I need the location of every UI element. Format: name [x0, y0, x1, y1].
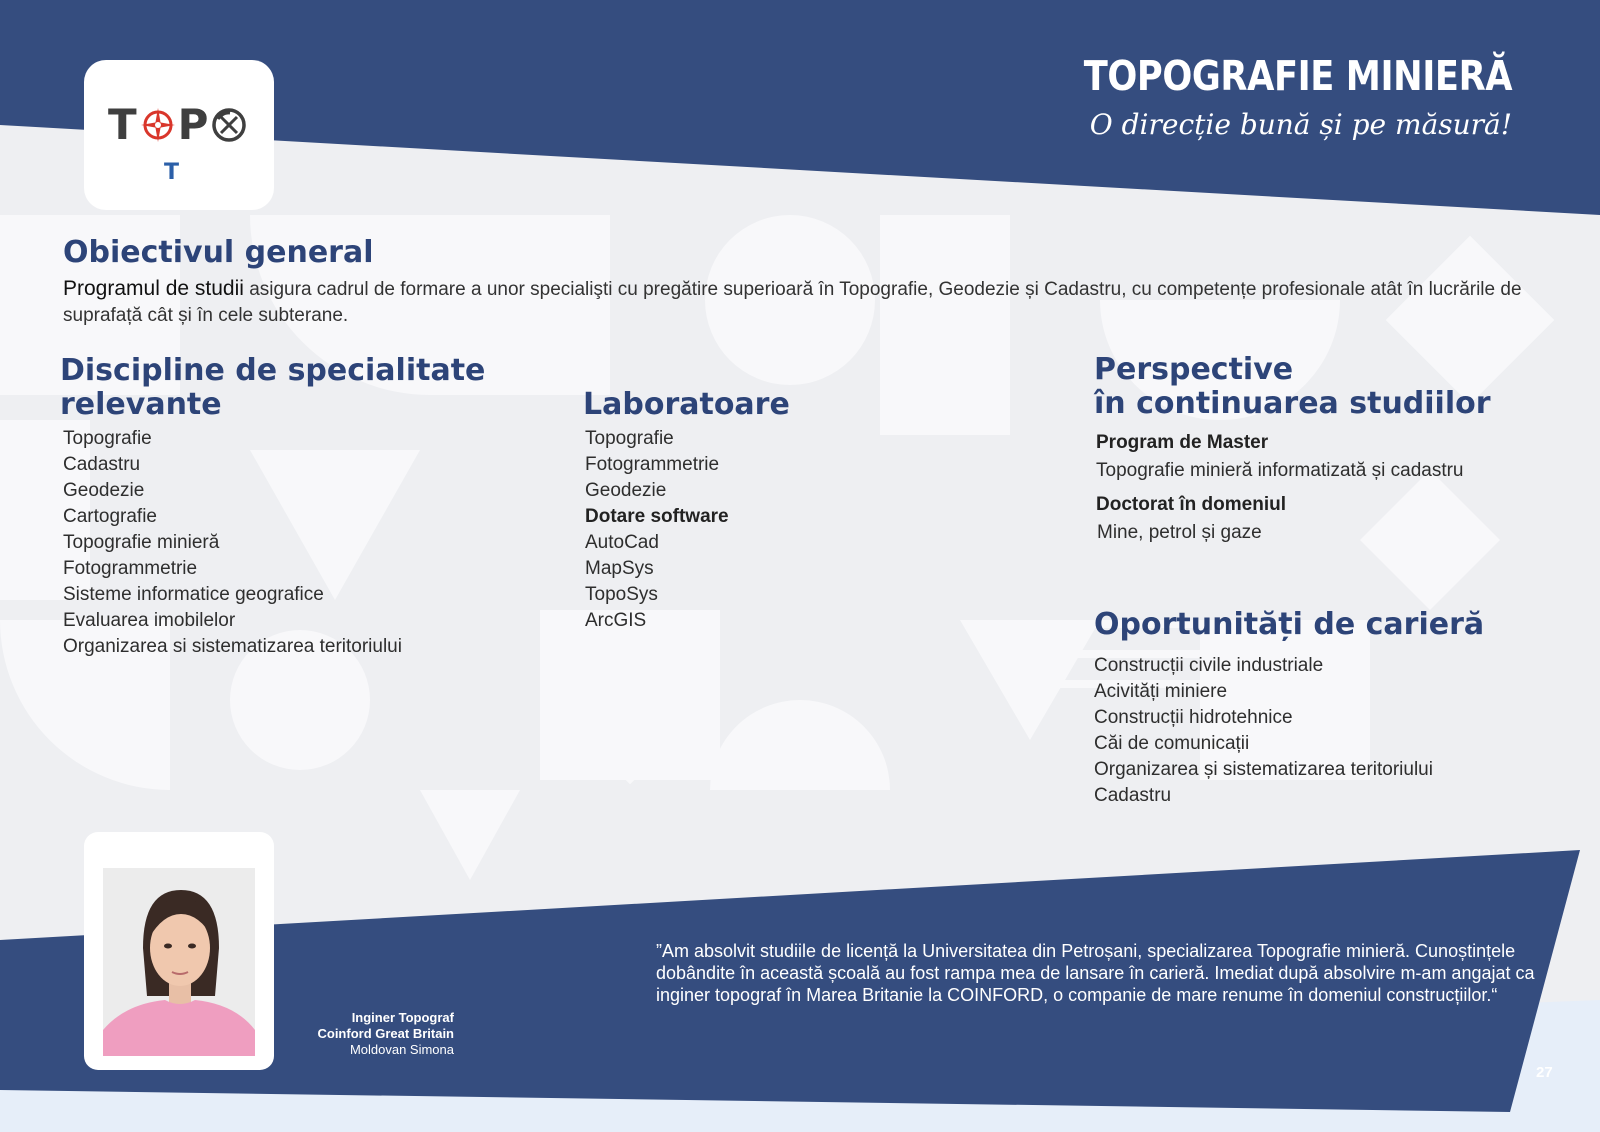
disciplines-heading-line2: relevante [60, 387, 222, 422]
topo-logo [108, 100, 247, 149]
list-item: Topografie minieră [63, 532, 220, 553]
perspectives-heading-line2: în continuarea studiilor [1094, 386, 1491, 421]
graduate-role: Inginer Topograf [351, 1010, 454, 1025]
labs-list [585, 426, 729, 634]
list-item: Geodezie [585, 480, 667, 501]
testimonial-quote: ”Am absolvit studiile de licență la Universitatea din Petroșani, specializarea Topografie minieră. Cunoștințele dobândite în această școală au fost rampa mea de lansare în carieră. Imediat după absolvire m-am angajat ca inginer topograf în Marea Britanie la COINFORD, o companie de mare renume în domeniul construcțiilor.“ [656, 941, 1535, 1005]
master-value: Topografie minieră informatizată și cadastru [1096, 460, 1464, 481]
compass-icon [140, 107, 176, 143]
page-subtitle: O direcție bună și pe măsură! [1089, 108, 1512, 141]
objective-lead: Programul de studii [63, 277, 244, 300]
careers-list [1094, 653, 1433, 809]
list-item: AutoCad [585, 532, 659, 553]
list-item: MapSys [585, 558, 654, 579]
list-item: Geodezie [63, 480, 145, 501]
list-item: Fotogrammetrie [63, 558, 198, 579]
objective-heading: Obiectivul general [63, 235, 374, 270]
labs-heading: Laboratoare [583, 387, 790, 422]
master-label: Program de Master [1096, 432, 1269, 453]
graduate-photo [103, 868, 255, 1056]
logo-card [84, 60, 274, 210]
list-item: TopoSys [585, 584, 658, 605]
phd-label: Doctorat în domeniul [1096, 494, 1286, 515]
list-item: Sisteme informatice geografice [63, 584, 324, 605]
perspectives-heading-line1: Perspective [1094, 352, 1294, 387]
logo-letter-p: P [177, 100, 210, 149]
disciplines-heading [60, 354, 485, 422]
list-item: Acivități miniere [1094, 681, 1228, 702]
list-item: Evaluarea imobilelor [63, 610, 236, 631]
graduate-name: Moldovan Simona [349, 1042, 454, 1057]
list-item: Construcții civile industriale [1094, 655, 1324, 676]
careers-heading: Oportunități de carieră [1094, 607, 1485, 642]
list-item: Topografie [63, 428, 152, 449]
list-item: Organizarea si sistematizarea teritoriului [63, 636, 402, 657]
page-title: TOPOGRAFIE MINIERĂ [1083, 52, 1512, 100]
list-item: Fotogrammetrie [585, 454, 720, 475]
list-item: Cadastru [63, 454, 141, 475]
list-item: Construcții hidrotehnice [1094, 707, 1293, 728]
logo-subletter: T [164, 160, 180, 185]
list-item: ArcGIS [585, 610, 647, 631]
phd-value: Mine, petrol și gaze [1097, 522, 1262, 543]
graduate-company: Coinford Great Britain [317, 1026, 454, 1041]
list-item: Cadastru [1094, 785, 1172, 806]
perspectives-heading [1094, 353, 1491, 421]
portrait-illustration [103, 868, 255, 1056]
list-item: Topografie [585, 428, 674, 449]
disciplines-heading-line1: Discipline de specialitate [60, 353, 486, 388]
list-item: Cartografie [63, 506, 157, 527]
software-label: Dotare software [585, 506, 729, 527]
page-number: 27 [1536, 1064, 1553, 1081]
hammer-pick-icon [211, 107, 247, 143]
list-item: Organizarea și sistematizarea teritoriului [1094, 759, 1433, 780]
objective-text: asigura cadrul de formare a unor specialişti cu pregătire superioară în Topografie, Geodezie și Cadastru, cu competențe profesionale atât în lucrările de suprafață cât și în cele subterane. [63, 279, 1522, 326]
objective-paragraph [63, 276, 1523, 329]
graduate-credentials [317, 1010, 454, 1058]
list-item: Căi de comunicații [1094, 733, 1250, 754]
disciplines-list [63, 426, 402, 660]
logo-letter-t: T [108, 100, 138, 149]
